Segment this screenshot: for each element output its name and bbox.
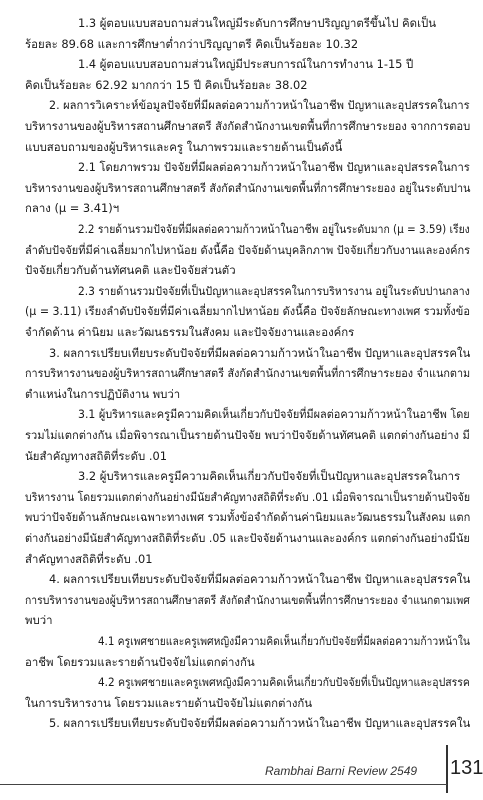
- text-line: ต่างกันอย่างมีนัยสำคัญทางสถิติที่ระดับ .05 และปัจจัยด้านงานและองค์กร แตกต่างกันอย่างมีนัย: [25, 531, 470, 545]
- text-line: การบริหารงานของผู้บริหารสถานศึกษาสตรี สังกัดสำนักงานเขตพื้นที่การศึกษาระยอง จำแนกตาม: [25, 366, 471, 381]
- text-line: 1.3 ผู้ตอบแบบสอบถามส่วนใหญ่มีระดับการศึกษาปริญญาตรีขึ้นไป คิดเป็น: [78, 16, 436, 30]
- text-line: ลำดับปัจจัยที่มีค่าเฉลี่ยมากไปหาน้อย ดังนี้คือ ปัจจัยด้านบุคลิกภาพ ปัจจัยเกี่ยวกับงานและองค์กร: [25, 242, 471, 257]
- text-line: 4.1 ครูเพศชายและครูเพศหญิงมีความคิดเห็นเกี่ยวกับปัจจัยที่มีผลต่อความก้าวหน้าใน: [98, 634, 470, 648]
- text-line: 3.1 ผู้บริหารและครูมีความคิดเห็นเกี่ยวกับปัจจัยที่มีผลต่อความก้าวหน้าในอาชีพ โดย: [78, 407, 470, 422]
- text-line: 3.2 ผู้บริหารและครูมีความคิดเห็นเกี่ยวกับปัจจัยที่เป็นปัญหาและอุปสรรคในการ: [78, 469, 461, 484]
- text-line: พบว่าปัจจัยด้านลักษณะเฉพาะทางเพศ รวมทั้งข้อจำกัดด้านค่านิยมและวัฒนธรรมในสังคม แตก: [25, 510, 471, 525]
- text-line: 5. ผลการเปรียบเทียบระดับปัจจัยที่มีผลต่อความก้าวหน้าในอาชีพ ปัญหาและอุปสรรคใน: [49, 716, 471, 731]
- text-line: ปัจจัยเกี่ยวกับด้านทัศนคติ และปัจจัยส่วนตัว: [25, 263, 236, 278]
- text-line: การบริหารงานของผู้บริหารสถานศึกษาสตรี สังกัดสำนักงานเขตพื้นที่การศึกษาระยอง จำแนกตามเพศ: [25, 592, 470, 607]
- text-line: 2.3 รายด้านรวมปัจจัยที่เป็นปัญหาและอุปสรรคในการบริหารงาน อยู่ในระดับปานกลาง: [78, 283, 470, 298]
- text-line: 2.1 โดยภาพรวม ปัจจัยที่มีผลต่อความก้าวหน้าในอาชีพ ปัญหาและอุปสรรคในการ: [78, 160, 470, 175]
- text-line: พบว่า: [25, 613, 53, 628]
- text-line: 2. ผลการวิเคราะห์ข้อมูลปัจจัยที่มีผลต่อความก้าวหน้าในอาชีพ ปัญหาและอุปสรรคในการ: [49, 98, 470, 113]
- text-line: ในการบริหารงาน โดยรวมและรายด้านปัจจัยไม่แตกต่างกัน: [25, 695, 313, 710]
- text-line: 4. ผลการเปรียบเทียบระดับปัจจัยที่มีผลต่อความก้าวหน้าในอาชีพ ปัญหาและอุปสรรคใน: [49, 572, 471, 587]
- text-line: สำคัญทางสถิติที่ระดับ .01: [25, 551, 153, 566]
- text-line: คิดเป็นร้อยละ 62.92 มากกว่า 15 ปี คิดเป็นร้อยละ 38.02: [25, 77, 308, 92]
- text-line: บริหารงาน โดยรวมแตกต่างกันอย่างมีนัยสำคัญทางสถิติที่ระดับ .01 เมื่อพิจารณาเป็นรายด้านปัจจัย: [25, 489, 471, 504]
- text-line: กลาง (μ = 3.41)ฯ: [25, 201, 120, 216]
- text-line: นัยสำคัญทางสถิติที่ระดับ .01: [25, 448, 167, 463]
- text-line: จำกัดด้าน ค่านิยม และวัฒนธรรมในสังคม และปัจจัยงานและองค์กร: [25, 325, 355, 339]
- text-line: บริหารงานของผู้บริหารสถานศึกษาสตรี สังกัดสำนักงานเขตพื้นที่การศึกษาระยอง จากการตอบ: [25, 119, 471, 133]
- text-line: ร้อยละ 89.68 และการศึกษาต่ำกว่าปริญญาตรี คิดเป็นร้อยละ 10.32: [25, 36, 359, 51]
- text-line: อาชีพ โดยรวมและรายด้านปัจจัยไม่แตกต่างกัน: [25, 654, 255, 669]
- footer-divider: [446, 745, 448, 793]
- journal-title: Rambhai Barni Review 2549: [265, 764, 418, 778]
- text-line: ตำแหน่งในการปฏิบัติงาน พบว่า: [25, 386, 181, 401]
- text-line: 4.2 ครูเพศชายและครูเพศหญิงมีความคิดเห็นเกี่ยวกับปัจจัยที่เป็นปัญหาและอุปสรรค: [98, 675, 470, 690]
- footer-rule: [0, 784, 447, 785]
- text-line: 2.2 รายด้านรวมปัจจัยที่มีผลต่อความก้าวหน้าในอาชีพ อยู่ในระดับมาก (μ = 3.59) เรียง: [78, 222, 470, 236]
- page-number: 131: [450, 757, 483, 779]
- text-line: 3. ผลการเปรียบเทียบระดับปัจจัยที่มีผลต่อความก้าวหน้าในอาชีพ ปัญหาและอุปสรรคใน: [49, 345, 471, 360]
- text-line: รวมไม่แตกต่างกัน เมื่อพิจารณาเป็นรายด้านปัจจัย พบว่าปัจจัยด้านทัศนคติ แตกต่างกันอย่าง มี: [25, 428, 470, 442]
- text-line: แบบสอบถามของผู้บริหารและครู ในภาพรวมและรายด้านเป็นดังนี้: [25, 139, 343, 154]
- text-line: (μ = 3.11) เรียงลำดับปัจจัยที่มีค่าเฉลี่ยมากไปหาน้อย ดังนี้คือ ปัจจัยลักษณะทางเพศ รวมทั้งข้อ: [25, 304, 470, 319]
- text-line: บริหารงานของผู้บริหารสถานศึกษาสตรี สังกัดสำนักงานเขตพื้นที่การศึกษาระยอง อยู่ในระดับปาน: [25, 180, 471, 195]
- text-line: 1.4 ผู้ตอบแบบสอบถามส่วนใหญ่มีประสบการณ์ในการทำงาน 1-15 ปี: [78, 57, 414, 72]
